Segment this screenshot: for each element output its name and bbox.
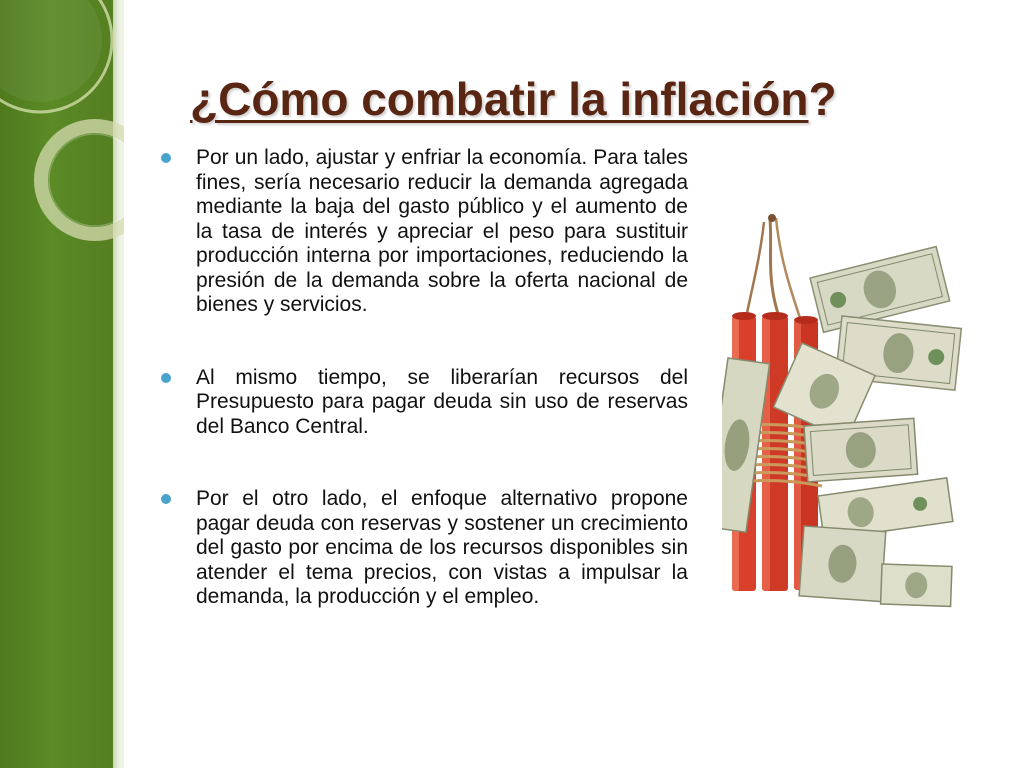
slide-title-text: ¿Cómo combatir la inflación xyxy=(190,73,809,125)
decorative-circles xyxy=(0,0,124,768)
bullet-item xyxy=(160,487,688,610)
bullet-text: Por un lado, ajustar y enfriar la economía. Para tales fines, sería necesario reducir la demanda agregada mediante la baja del gasto público y el aumento de la tasa de interés y apreciar el peso para sustituir producción interna por importaciones, reduciendo la presión de la demanda sobre la oferta nacional de bienes y servicios. xyxy=(196,146,688,316)
slide-title xyxy=(190,70,837,128)
bullet-marker-icon xyxy=(160,372,172,384)
bullet-list xyxy=(160,146,688,610)
bullet-text: Al mismo tiempo, se liberarían recursos del Presupuesto para pagar deuda sin uso de reservas del Banco Central. xyxy=(196,365,688,438)
bullet-marker-icon xyxy=(160,152,172,164)
dynamite-with-dollar-bills-icon xyxy=(722,208,972,618)
slide-title-question-mark: ? xyxy=(808,73,837,125)
bullet-marker-icon xyxy=(160,493,172,505)
bullet-text: Por el otro lado, el enfoque alternativo propone pagar deuda con reservas y sostener un crecimiento del gasto por encima de los recursos disponibles sin atender el tema precios, con vistas a impulsar la demanda, la producción y el empleo. xyxy=(196,487,688,608)
bullet-item xyxy=(160,146,688,318)
bullet-item xyxy=(160,366,688,440)
